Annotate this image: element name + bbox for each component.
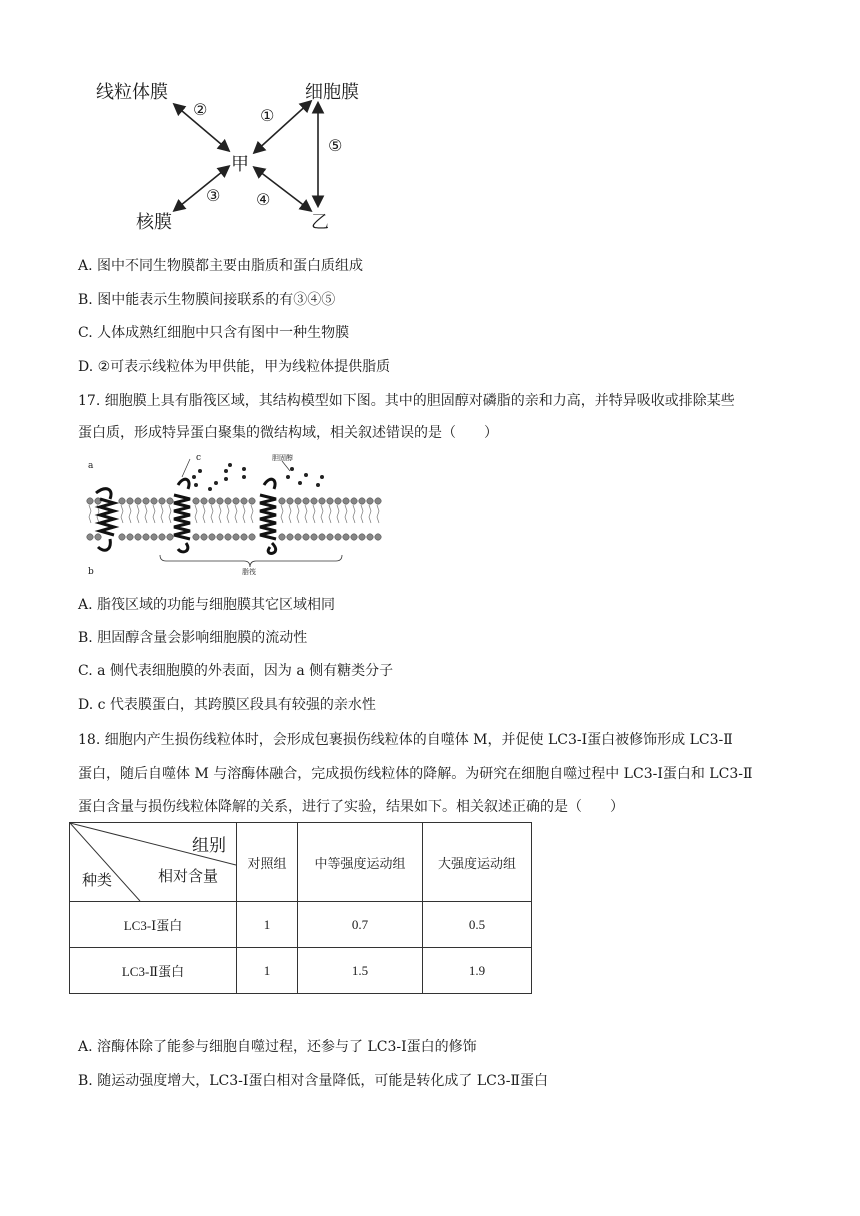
protein-middle	[174, 479, 190, 552]
node-jia: 甲	[231, 154, 249, 175]
node-yi: 乙	[311, 212, 329, 233]
q16-option-d: D. ②可表示线粒体为甲供能，甲为线粒体提供脂质	[78, 359, 391, 375]
membrane-bilayer-drawing	[86, 455, 386, 583]
col-header-control: 对照组	[237, 823, 298, 902]
cholesterol-label: 胆固醇	[272, 454, 293, 462]
edge-label-1: ①	[260, 106, 275, 125]
q17-option-d: D. c 代表膜蛋白，其跨膜区段具有较强的亲水性	[78, 697, 376, 713]
side-a-label: a	[88, 461, 94, 471]
cell-lc3-ii-intense: 1.9	[423, 948, 532, 994]
corner-type-label: 种类	[82, 871, 113, 889]
q18-stem-line1: 18. 细胞内产生损伤线粒体时，会形成包裹损伤线粒体的自噬体 M，并促使 LC3-Ⅰ蛋白被修饰形成 LC3-Ⅱ	[78, 732, 733, 748]
table-row	[70, 948, 532, 994]
q17-stem-line1: 17. 细胞膜上具有脂筏区域，其结构模型如下图。其中的胆固醇对磷脂的亲和力高，并特异吸收或排除某些	[78, 393, 735, 409]
edge-label-2: ②	[193, 100, 208, 119]
row-name-lc3-i: LC3-Ⅰ蛋白	[70, 902, 237, 948]
node-mitochondrial-membrane: 线粒体膜	[96, 82, 168, 103]
col-header-intense: 大强度运动组	[423, 823, 532, 902]
table-header-row	[70, 823, 532, 902]
side-b-label: b	[88, 567, 94, 577]
node-nuclear-membrane: 核膜	[136, 212, 172, 233]
q17-option-c: C. a 侧代表细胞膜的外表面，因为 a 侧有糖类分子	[78, 663, 394, 679]
cell-lc3-ii-control: 1	[237, 948, 298, 994]
edge-label-3: ③	[206, 186, 221, 205]
corner-group-label: 组别	[192, 836, 226, 856]
q16-option-a: A. 图中不同生物膜都主要由脂质和蛋白质组成	[78, 258, 364, 274]
cell-lc3-i-intense: 0.5	[423, 902, 532, 948]
q18-stem-line2: 蛋白，随后自噬体 M 与溶酶体融合，完成损伤线粒体的降解。为研究在细胞自噬过程中 LC3-Ⅰ蛋白和 LC3-Ⅱ	[78, 766, 753, 782]
results-table	[69, 822, 532, 994]
cell-lc3-i-control: 1	[237, 902, 298, 948]
row-name-lc3-ii: LC3-Ⅱ蛋白	[70, 948, 237, 994]
q17-option-a: A. 脂筏区域的功能与细胞膜其它区域相同	[78, 597, 336, 613]
protein-right	[260, 479, 276, 553]
q16-option-b: B. 图中能表示生物膜间接联系的有③④⑤	[78, 292, 336, 308]
col-header-moderate: 中等强度运动组	[298, 823, 423, 902]
q16-option-c: C. 人体成熟红细胞中只含有图中一种生物膜	[78, 325, 350, 341]
q17-option-b: B. 胆固醇含量会影响细胞膜的流动性	[78, 630, 308, 646]
node-cell-membrane: 细胞膜	[305, 82, 359, 103]
corner-content-label: 相对含量	[157, 867, 218, 885]
cell-lc3-ii-moderate: 1.5	[298, 948, 423, 994]
lipid-raft-label: 脂筏	[242, 568, 256, 576]
q18-option-b: B. 随运动强度增大，LC3-Ⅰ蛋白相对含量降低，可能是转化成了 LC3-Ⅱ蛋白	[78, 1073, 548, 1089]
raft-brace	[160, 555, 342, 567]
cell-lc3-i-moderate: 0.7	[298, 902, 423, 948]
lipid-raft-figure	[86, 455, 386, 583]
q18-stem-line3: 蛋白含量与损伤线粒体降解的关系，进行了实验，结果如下。相关叙述正确的是（ ）	[78, 799, 624, 815]
table-corner-cell	[70, 823, 237, 902]
q18-option-a: A. 溶酶体除了能参与细胞自噬过程，还参与了 LC3-Ⅰ蛋白的修饰	[78, 1039, 477, 1055]
table-row	[70, 902, 532, 948]
q17-stem-line2: 蛋白质，形成特异蛋白聚集的微结构域，相关叙述错误的是（ ）	[78, 425, 498, 441]
protein-c-label: c	[196, 453, 202, 463]
edge-label-5: ⑤	[328, 136, 343, 155]
membrane-relation-diagram	[80, 70, 400, 240]
edge-label-4: ④	[256, 190, 271, 209]
